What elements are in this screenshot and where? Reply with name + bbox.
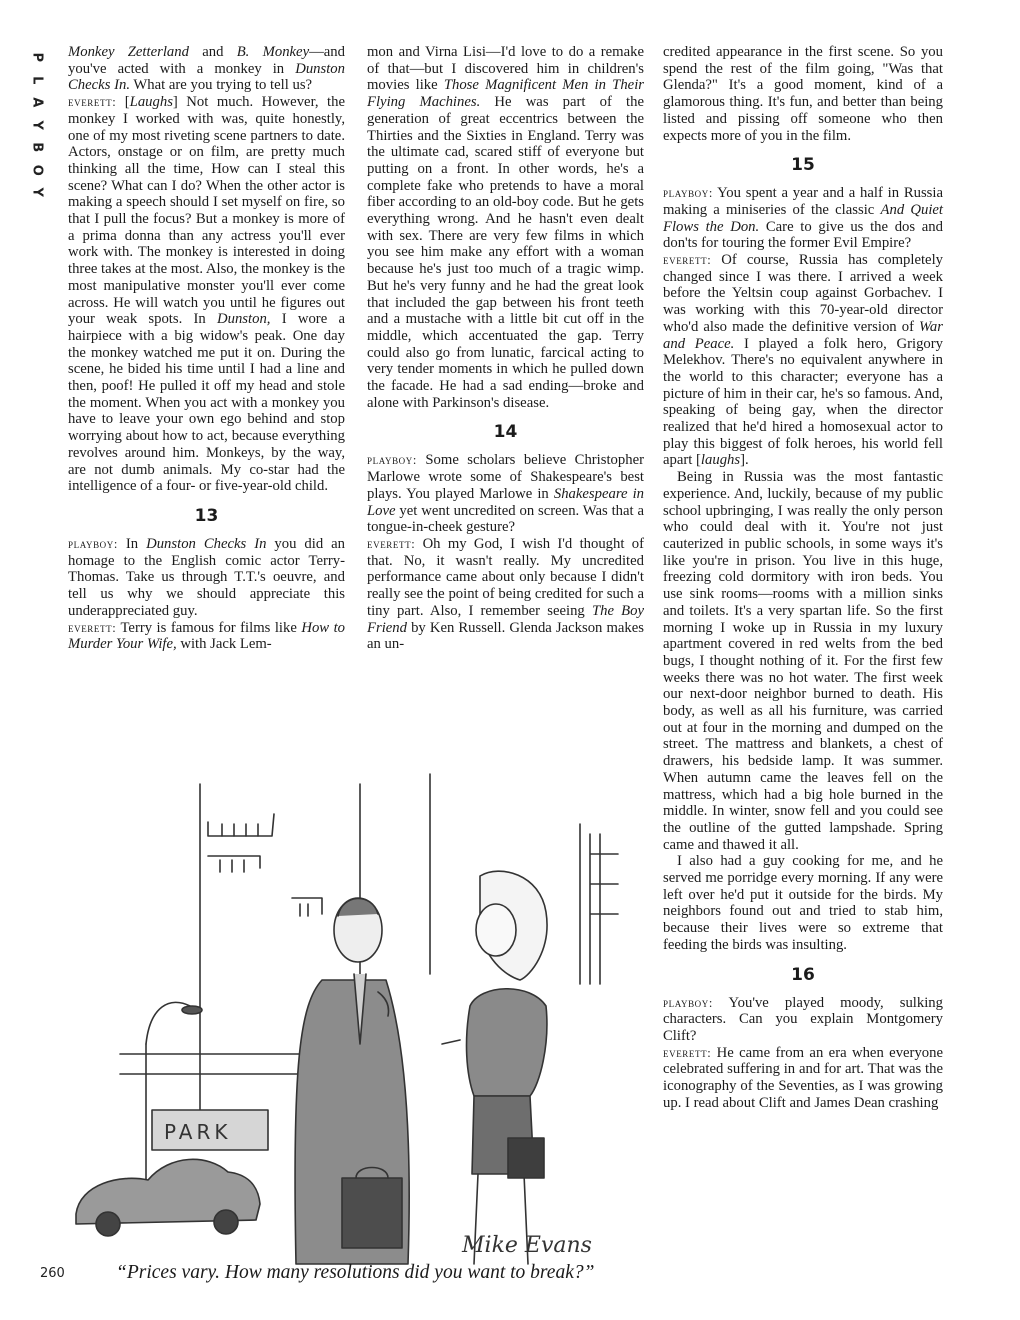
italic-title: Dunston, (217, 311, 271, 328)
window (208, 856, 260, 868)
speaker-label: everett: (68, 620, 117, 635)
brand-letter: O (29, 164, 45, 176)
window-bars (220, 860, 244, 872)
question-number: 16 (791, 964, 815, 985)
text-column-2 (367, 44, 644, 653)
italic-title: The Boy Friend (367, 602, 644, 636)
question-paragraph (68, 536, 345, 620)
text-run: He came from an era when everyone celebrated suffering in and for art. That was the iconography of the Seventies, as I was growing up. I read about Clift and James Dean crashing (663, 1044, 943, 1111)
park-sign-text: PARK (164, 1120, 232, 1144)
text-run: yet went uncredited on screen. Was that a tongue-in-cheek gesture? (367, 502, 644, 536)
text-run: Some scholars believe Christopher Marlowe wrote some of Shakespeare's best plays. You played Marlowe in (367, 452, 644, 502)
italic-title: War and Peace. (663, 318, 943, 352)
question-paragraph (663, 185, 943, 252)
window-bars (222, 824, 258, 836)
window-bars (300, 904, 308, 916)
text-run: I played a folk hero, Grigory Melekhov. There's no equivalent anywhere in the world to this character; everyone has a picture of him in their car, he's so famous. And, speaking of being gay, when the director realized that he'd hired a homosexual actor to play this biggest of folk heroes, his world fell apart [ (663, 335, 943, 469)
paragraph (367, 44, 644, 411)
text-column-3 (663, 44, 943, 1111)
magazine-brand-vertical (28, 46, 44, 204)
text-column-1 (68, 44, 345, 653)
text-run: You've played moody, sulking characters. Can you explain Montgomery Clift? (663, 994, 943, 1044)
text-run: with Jack Lem- (176, 636, 272, 653)
car-wheel (96, 1212, 120, 1236)
italic-title: Monkey Zetterland (68, 44, 189, 60)
question-number: 15 (791, 155, 815, 176)
text-run: [ (116, 94, 130, 111)
text-run: by Ken Russell. Glenda Jackson makes an un- (367, 619, 644, 653)
brand-letter: Y (29, 187, 45, 197)
italic-title: B. Monkey (236, 44, 310, 60)
woman-top (467, 989, 547, 1096)
artist-signature: Mike Evans (462, 1233, 592, 1258)
window-frame (590, 834, 618, 984)
italic-title: How to Murder Your Wife, (68, 619, 346, 653)
text-run: In (117, 535, 147, 552)
question-number: 14 (493, 422, 518, 443)
woman-face (476, 904, 516, 956)
cartoon-illustration (60, 744, 620, 1269)
brand-letter: B (29, 142, 45, 153)
speaker-label: playboy: (367, 453, 417, 468)
question-number: 13 (194, 505, 219, 526)
handbag (508, 1138, 544, 1178)
cigarette (442, 1040, 460, 1044)
briefcase (342, 1178, 402, 1248)
question-paragraph (663, 995, 943, 1045)
brand-letter: Y (29, 120, 45, 130)
italic-text: Laughs (129, 94, 173, 111)
paragraph (68, 44, 345, 94)
text-run: What are you trying to tell us? (130, 77, 313, 94)
text-run: ] Not much. However, the monkey I worked with was, quite honestly, one of my most riveting scene partners to date. Actors, onstage or on film, are pretty much thinking all the time, How can I steal this scene? What can I do? When the other actor is making a speech should I set myself on fire, so that I pull the focus? But a monkey is more of a prima donna than any actress you'll ever work with. The monkey is interested in doing three takes at the most. Also, the monkey is the most manipulative monster you'll ever come across. He will watch you until he figures out your weak spots. In (68, 94, 345, 328)
text-run: Oh my God, I wish I'd thought of that. No, it wasn't really. My uncredited performance came about only because I didn't really see the point of being credited for such a tiny part. Also, I remember seeing (367, 535, 644, 619)
text-run: Terry is famous for films like (116, 619, 302, 636)
italic-title: Those Magnificent Men in Their Flying Machines. (367, 77, 644, 111)
question-paragraph (367, 452, 644, 536)
window (292, 898, 322, 914)
answer-paragraph (68, 94, 345, 495)
speaker-label: playboy: (663, 186, 713, 201)
paragraph: I also had a guy cooking for me, and he served me porridge every morning. If any were left over he'd put it outside for the birds. My neighbors found out and tried to stab him, because their lives were so extreme that feeding the birds was insulting. (663, 853, 943, 953)
answer-paragraph (663, 252, 943, 469)
answer-paragraph (367, 536, 644, 653)
car-wheel (214, 1210, 238, 1234)
brand-letter: L (29, 75, 45, 84)
window (208, 814, 274, 836)
text-run: ]. (740, 452, 749, 469)
text-run: Care to give us the dos and don'ts for touring the former Evil Empire? (663, 218, 943, 252)
italic-title: And Quiet Flows the Don. (663, 201, 943, 235)
speaker-label: everett: (68, 95, 117, 110)
man-hair (338, 898, 378, 916)
street-lamp-head (182, 1006, 202, 1014)
italic-title: Shakespeare in Love (367, 485, 645, 519)
speaker-label: everett: (367, 536, 416, 551)
answer-paragraph (663, 1045, 943, 1112)
text-run: I wore a hairpiece with a big widow's peak. One day the monkey watched me put it on. During the scene, he bided his time until I had a line and then, poof! He pulled it off my head and stole the moment. When you act with a monkey you have to leave your own ego behind and stop worrying about how to act, because everything revolves around him. Monkeys, by the way, are not dumb animals. My co-star had the intelligence of a four- or five-year-old child. (68, 311, 345, 495)
speaker-label: everett: (663, 1045, 712, 1060)
paragraph: credited appearance in the first scene. So you spend the rest of the film going, "Was that Glenda?" It's a good moment, kind of a glamorous thing. It's fun, and better than being listed and pissing off someone who then expects more of you in the film. (663, 44, 943, 144)
text-run: Of course, Russia has completely changed since I was there. I arrived a week before the Yeltsin coup against Gorbachev. I was working with this 70-year-old director who'd also made the definitive version of (663, 252, 943, 335)
answer-paragraph (68, 620, 345, 653)
cartoon-caption: “Prices vary. How many resolutions did you want to break?” (116, 1262, 595, 1283)
italic-text: laughs (700, 452, 741, 469)
text-run: and (188, 44, 237, 60)
italic-title: Dunston Checks In. (68, 60, 345, 94)
brand-letter: P (29, 52, 45, 63)
paragraph: Being in Russia was the most fantastic experience. And, luckily, because of my public school upbringing, I was really the only person who could deal with it. You're not just cauterized in public schools, in some ways it's like you're in prison. You live in this huge, freezing cold dormitory with iron beds. You use sink rooms—rooms with a million sinks and toilets. It's a very spartan life. So the first morning I woke up in Russia in my luxury apartment covered in red welts from the bed bugs, I thought nothing of it. For the first few weeks there was no hot water. The first week our next-door neighbor burned to death. His body, as well as all his furniture, was carried out at four in the morning and dumped on the street. The mattress and blankets, a chest of drawers, his bedside lamp. It was summer. When autumn came the leaves fell on the mattress, which had a big hole burned in the middle. In winter, snow fell and you could see the outline of the gutted lampshade. Spring came and thawed it all. (663, 469, 943, 853)
text-run: you did an homage to the English comic actor Terry-Thomas. Take us through T.T.'s oeuvre, and tell us why we should appreciate this underappreciated guy. (68, 535, 345, 619)
text-run: mon and Virna Lisi—I'd love to do a remake of that—but I discovered him in children's movies like (367, 44, 644, 94)
text-run: You spent a year and a half in Russia making a miniseries of the classic (663, 185, 943, 218)
text-run: He was part of the generation of great eccentrics between the Thirties and the Sixties in England. Terry was the ultimate cad, scared stiff of everyone but putting on a front. In other words, he's a complete fake who pretends to have a moral fiber according to an old-boy code. But he gets everything wrong. And he hasn't even dealt with sex. There are very few films in which you see him make any effort with a woman because he's just too much of a tragic wimp. But he's very funny and he had the great look that included the gap between his front teeth and a mustache with a little bit cut off in the middle, which accentuated the gap. Terry could also go from lunatic, farcical acting to very tender moments in which he pulled down the facade. He had a sad ending—broke and alone with Parkinson's disease. (367, 94, 644, 411)
italic-title: Dunston Checks In (146, 535, 267, 552)
speaker-label: playboy: (663, 995, 713, 1010)
brand-letter: A (29, 97, 45, 108)
speaker-label: playboy: (68, 536, 118, 551)
text-run: —and you've acted with a monkey in (68, 44, 345, 77)
page-number: 260 (40, 1266, 65, 1281)
speaker-label: everett: (663, 253, 712, 268)
